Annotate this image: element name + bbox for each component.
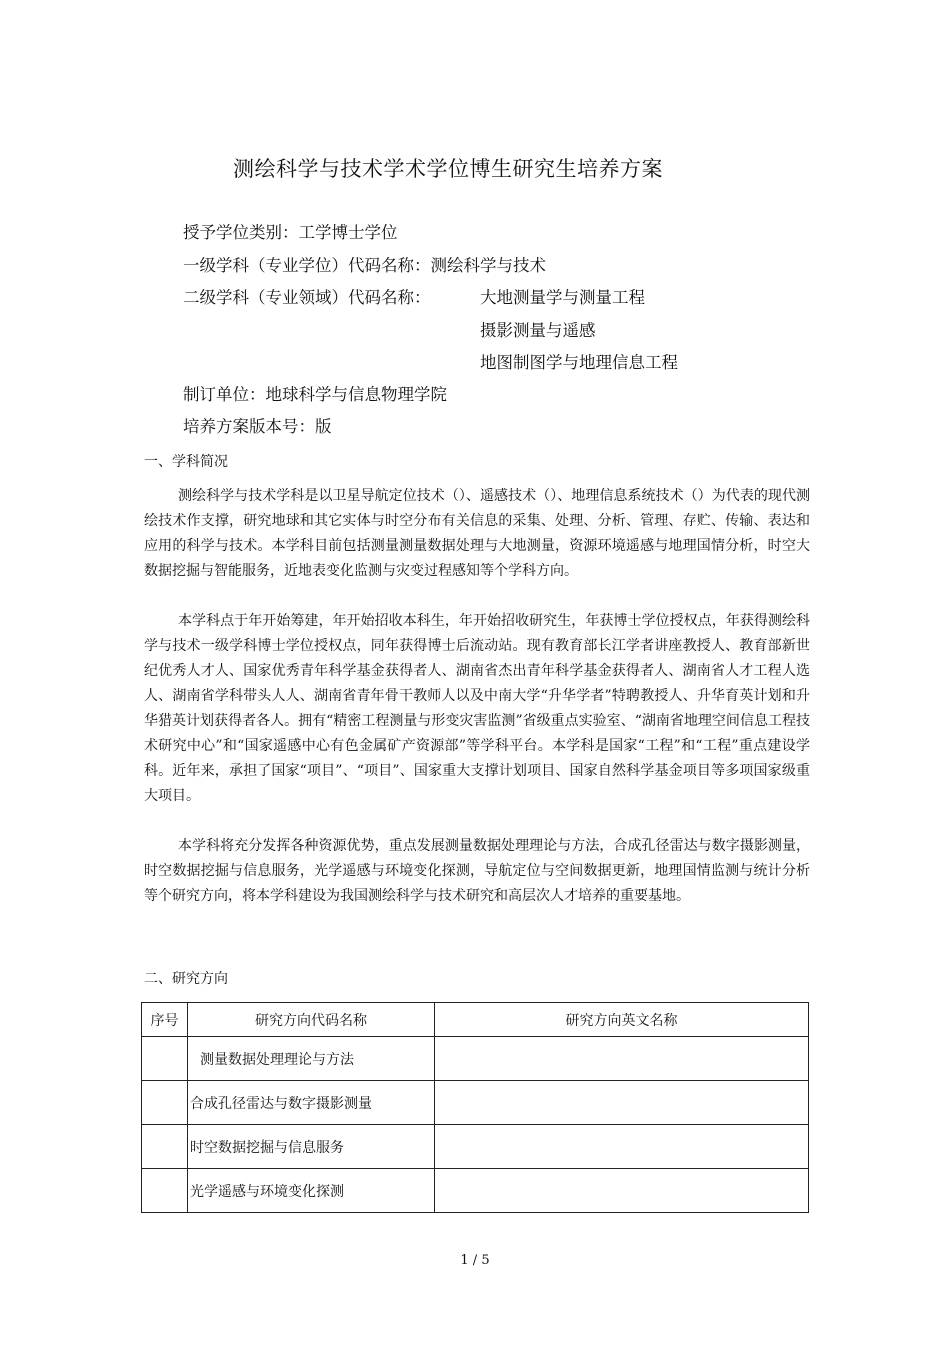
paragraph: 本学科将充分发挥各种资源优势，重点发展测量数据处理理论与方法，合成孔径雷达与数字摄影测量，时空数据挖掘与信息服务，光学遥感与环境变化探测，导航定位与空间数据更新，地理国情监测与统计分析等个研究方向，将本学科建设为我国测绘科学与技术研究和高层次人才培养的重要基地。 [144, 838, 810, 904]
table-cell [142, 1169, 188, 1213]
column-header: 研究方向代码名称 [188, 1003, 435, 1037]
table-row [142, 1125, 809, 1169]
table-cell [142, 1125, 188, 1169]
second-level-label: 二级学科（专业领域）代码名称： [183, 288, 431, 307]
degree-type: 授予学位类别：工学博士学位 [183, 223, 398, 242]
section-heading: 二、研究方向 [144, 971, 228, 987]
table-cell: 时空数据挖掘与信息服务 [188, 1125, 435, 1169]
issuing-unit: 制订单位：地球科学与信息物理学院 [183, 385, 447, 404]
table-header-row [142, 1003, 809, 1037]
section-heading: 一、学科简况 [144, 454, 228, 470]
paragraph: 本学科点于年开始筹建，年开始招收本科生，年开始招收研究生，年获博士学位授权点，年获得测绘科学与技术一级学科博士学位授权点，同年获得博士后流动站。现有教育部长江学者讲座教授人、教育部新世纪优秀人才人、国家优秀青年科学基金获得者人、湖南省杰出青年科学基金获得者人、湖南省人才工程人选人、湖南省学科带头人人、湖南省青年骨干教师人以及中南大学“升华学者”特聘教授人、升华育英计划和升华猎英计划获得者各人。拥有“精密工程测量与形变灾害监测”省级重点实验室、“湖南省地理空间信息工程技术研究中心”和“国家遥感中心有色金属矿产资源部”等学科平台。本学科是国家“工程”和“工程”重点建设学科。近年来，承担了国家“项目”、“项目”、国家重大支撑计划项目、国家自然科学基金项目等多项国家级重大项目。 [144, 613, 810, 804]
document-title: 测绘科学与技术学术学位博生研究生培养方案 [233, 157, 663, 181]
table-cell: 合成孔径雷达与数字摄影测量 [188, 1081, 435, 1125]
table-cell [142, 1081, 188, 1125]
first-level-discipline: 一级学科（专业学位）代码名称：测绘科学与技术 [183, 256, 546, 275]
column-header: 研究方向英文名称 [435, 1003, 809, 1037]
table-cell [435, 1125, 809, 1169]
research-direction-table [141, 1002, 809, 1213]
table-cell: 测量数据处理理论与方法 [188, 1037, 435, 1081]
table-cell [435, 1037, 809, 1081]
table-row [142, 1037, 809, 1081]
table-cell [142, 1037, 188, 1081]
column-header: 序号 [142, 1003, 188, 1037]
table-cell [435, 1081, 809, 1125]
version-number: 培养方案版本号：版 [183, 417, 332, 436]
page-number: 1 / 5 [460, 1253, 490, 1268]
table-cell: 光学遥感与环境变化探测 [188, 1169, 435, 1213]
second-level-item: 地图制图学与地理信息工程 [480, 353, 678, 372]
table-row [142, 1081, 809, 1125]
second-level-item: 大地测量学与测量工程 [480, 288, 645, 307]
table-row [142, 1169, 809, 1213]
paragraph: 测绘科学与技术学科是以卫星导航定位技术（）、遥感技术（）、地理信息系统技术（）为代表的现代测绘技术作支撑，研究地球和其它实体与时空分布有关信息的采集、处理、分析、管理、存贮、传输、表达和应用的科学与技术。本学科目前包括测量测量数据处理与大地测量，资源环境遥感与地理国情分析，时空大数据挖掘与智能服务，近地表变化监测与灾变过程感知等个学科方向。 [144, 488, 810, 579]
table-cell [435, 1169, 809, 1213]
second-level-item: 摄影测量与遥感 [480, 321, 596, 340]
